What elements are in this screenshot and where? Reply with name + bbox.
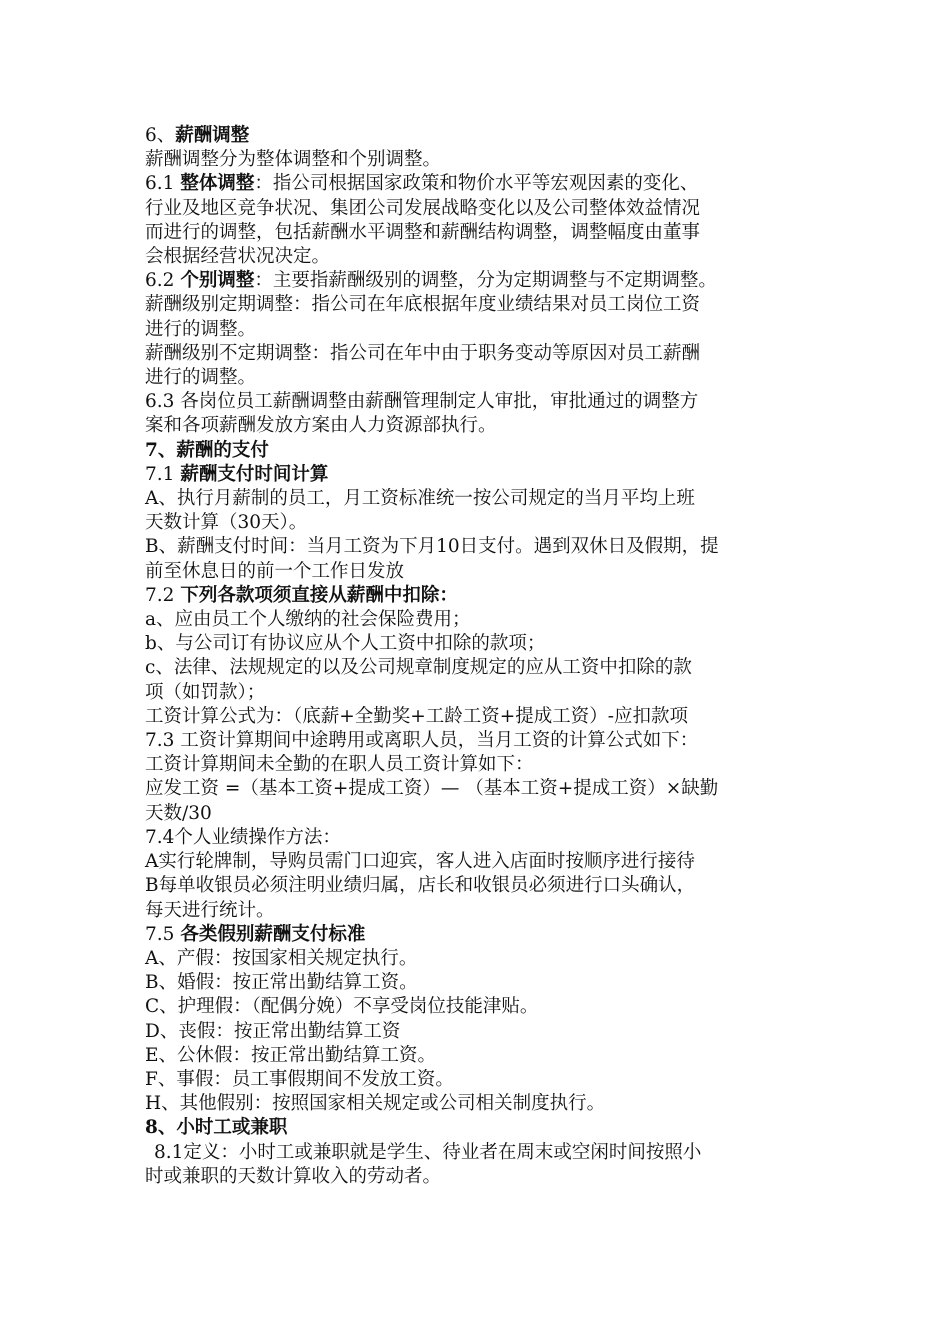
paragraph: 案和各项薪酬发放方案由人力资源部执行。	[145, 415, 497, 437]
section-6-1-line-1	[145, 172, 850, 196]
list-item: A、产假：按国家相关规定执行。	[145, 947, 418, 969]
paragraph: 进行的调整。	[145, 318, 257, 340]
list-item: B、婚假：按正常出勤结算工资。	[145, 972, 418, 994]
section-7-heading: 7、薪酬的支付	[145, 439, 269, 461]
formula: 应发工资 =（基本工资+提成工资）— （基本工资+提成工资）×缺勤	[145, 778, 719, 800]
paragraph: A、执行月薪制的员工，月工资标准统一按公司规定的当月平均上班	[145, 488, 695, 510]
subsection-title: 薪酬支付时间计算	[180, 463, 329, 485]
list-item: c、法律、法规规定的以及公司规章制度规定的应从工资中扣除的款	[145, 657, 692, 679]
list-item: E、公休假：按正常出勤结算工资。	[145, 1044, 437, 1066]
paragraph: 天数计算（30天）。	[145, 512, 308, 534]
list-item: a、应由员工个人缴纳的社会保险费用；	[145, 609, 471, 631]
section-number: 7.5	[145, 923, 181, 945]
section-number: 6.1	[145, 173, 181, 195]
paragraph-text: ：指公司根据国家政策和物价水平等宏观因素的变化、	[254, 173, 699, 195]
paragraph: 工资计算期间未全勤的在职人员工资计算如下：	[145, 754, 534, 776]
subsection-title: 各类假别薪酬支付标准	[180, 923, 366, 945]
formula: 工资计算公式为：（底薪+全勤奖+工龄工资+提成工资）-应扣款项	[145, 705, 689, 727]
paragraph: B、薪酬支付时间：当月工资为下月10日支付。遇到双休日及假期，提	[145, 536, 719, 558]
paragraph: A实行轮牌制，导购员需门口迎宾，客人进入店面时按顺序进行接待	[145, 851, 695, 873]
formula: 天数/30	[145, 802, 212, 824]
paragraph: 每天进行统计。	[145, 899, 275, 921]
section-7-4-heading: 7.4个人业绩操作方法：	[145, 826, 341, 848]
paragraph: 7.3 工资计算期间中途聘用或离职人员，当月工资的计算公式如下：	[145, 730, 699, 752]
section-title: 薪酬调整	[175, 125, 250, 146]
paragraph: 而进行的调整，包括薪酬水平调整和薪酬结构调整，调整幅度由董事	[145, 221, 701, 243]
paragraph: 进行的调整。	[145, 367, 257, 389]
paragraph: 会根据经营状况决定。	[145, 246, 331, 268]
paragraph: 前至休息日的前一个工作日发放	[145, 560, 405, 582]
list-item: H、其他假别：按照国家相关规定或公司相关制度执行。	[145, 1093, 606, 1115]
section-6-2-line-1	[145, 269, 850, 293]
subsection-title: 整体调整	[180, 173, 255, 195]
list-item: b、与公司订有协议应从个人工资中扣除的款项；	[145, 633, 546, 655]
paragraph: 薪酬调整分为整体调整和个别调整。	[145, 149, 442, 171]
section-7-5-heading	[145, 923, 850, 947]
list-item: C、护理假：（配偶分娩）不享受岗位技能津贴。	[145, 996, 539, 1018]
section-7-2-heading	[145, 584, 850, 608]
paragraph: 薪酬级别不定期调整：指公司在年中由于职务变动等原因对员工薪酬	[145, 342, 701, 364]
subsection-title: 下列各款项须直接从薪酬中扣除：	[180, 584, 458, 606]
paragraph: 时或兼职的天数计算收入的劳动者。	[145, 1165, 442, 1187]
paragraph: 8.1定义：小时工或兼职就是学生、待业者在周末或空闲时间按照小	[154, 1141, 702, 1163]
section-7-1-heading	[145, 463, 850, 487]
paragraph-text: ：主要指薪酬级别的调整，分为定期调整与不定期调整。	[254, 270, 717, 292]
section-number: 7.2	[145, 584, 181, 606]
paragraph: 6.3 各岗位员工薪酬调整由薪酬管理制定人审批，审批通过的调整方	[145, 391, 699, 413]
paragraph: 行业及地区竞争状况、集团公司发展战略变化以及公司整体效益情况	[145, 197, 701, 219]
section-8-heading: 8、小时工或兼职	[145, 1117, 288, 1139]
subsection-title: 个别调整	[180, 270, 255, 292]
paragraph: B每单收银员必须注明业绩归属，店长和收银员必须进行口头确认，	[145, 875, 696, 897]
section-number: 7.1	[145, 463, 181, 485]
list-item: 项（如罚款）；	[145, 681, 266, 703]
section-number: 6、	[145, 125, 176, 146]
paragraph: 薪酬级别定期调整：指公司在年底根据年度业绩结果对员工岗位工资	[145, 294, 701, 316]
list-item: F、事假：员工事假期间不发放工资。	[145, 1068, 454, 1090]
list-item: D、丧假：按正常出勤结算工资	[145, 1020, 401, 1042]
section-number: 6.2	[145, 270, 181, 292]
section-6-heading	[145, 124, 850, 148]
